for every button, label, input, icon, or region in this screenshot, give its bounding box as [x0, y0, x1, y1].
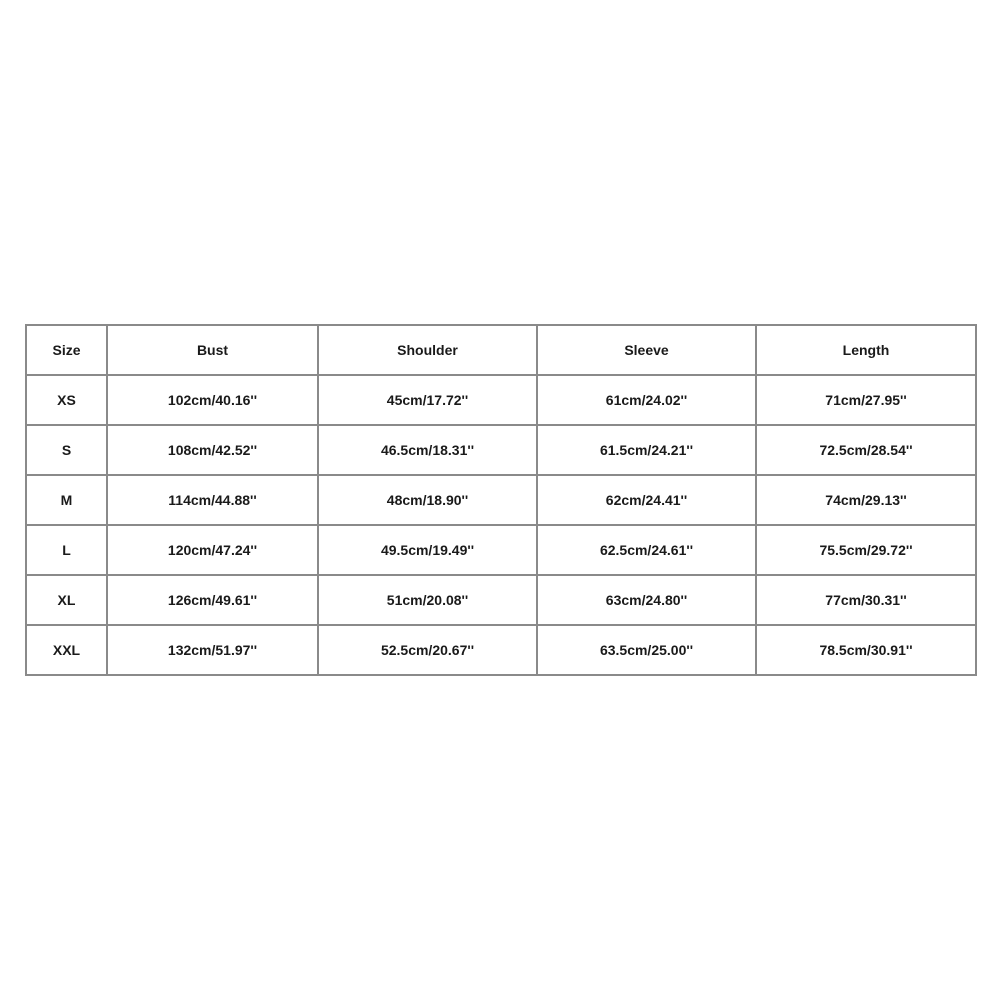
cell-length: 78.5cm/30.91''	[756, 625, 976, 675]
cell-shoulder: 52.5cm/20.67''	[318, 625, 537, 675]
header-shoulder: Shoulder	[318, 325, 537, 375]
cell-size: S	[26, 425, 107, 475]
cell-sleeve: 61.5cm/24.21''	[537, 425, 756, 475]
cell-length: 77cm/30.31''	[756, 575, 976, 625]
cell-shoulder: 49.5cm/19.49''	[318, 525, 537, 575]
table-row	[26, 625, 976, 675]
header-row	[26, 325, 976, 375]
cell-shoulder: 46.5cm/18.31''	[318, 425, 537, 475]
table-row	[26, 525, 976, 575]
table-row	[26, 425, 976, 475]
table-row	[26, 475, 976, 525]
cell-length: 72.5cm/28.54''	[756, 425, 976, 475]
cell-shoulder: 45cm/17.72''	[318, 375, 537, 425]
cell-size: XXL	[26, 625, 107, 675]
cell-bust: 102cm/40.16''	[107, 375, 318, 425]
cell-length: 75.5cm/29.72''	[756, 525, 976, 575]
cell-size: XS	[26, 375, 107, 425]
cell-size: L	[26, 525, 107, 575]
header-size: Size	[26, 325, 107, 375]
cell-shoulder: 48cm/18.90''	[318, 475, 537, 525]
cell-sleeve: 62cm/24.41''	[537, 475, 756, 525]
cell-size: M	[26, 475, 107, 525]
table-row	[26, 575, 976, 625]
header-bust: Bust	[107, 325, 318, 375]
cell-sleeve: 62.5cm/24.61''	[537, 525, 756, 575]
cell-bust: 114cm/44.88''	[107, 475, 318, 525]
header-sleeve: Sleeve	[537, 325, 756, 375]
size-chart-table	[25, 324, 977, 676]
cell-bust: 126cm/49.61''	[107, 575, 318, 625]
cell-size: XL	[26, 575, 107, 625]
cell-sleeve: 63cm/24.80''	[537, 575, 756, 625]
cell-bust: 132cm/51.97''	[107, 625, 318, 675]
cell-length: 74cm/29.13''	[756, 475, 976, 525]
header-length: Length	[756, 325, 976, 375]
cell-bust: 108cm/42.52''	[107, 425, 318, 475]
cell-length: 71cm/27.95''	[756, 375, 976, 425]
cell-sleeve: 61cm/24.02''	[537, 375, 756, 425]
cell-shoulder: 51cm/20.08''	[318, 575, 537, 625]
cell-bust: 120cm/47.24''	[107, 525, 318, 575]
table-row	[26, 375, 976, 425]
cell-sleeve: 63.5cm/25.00''	[537, 625, 756, 675]
